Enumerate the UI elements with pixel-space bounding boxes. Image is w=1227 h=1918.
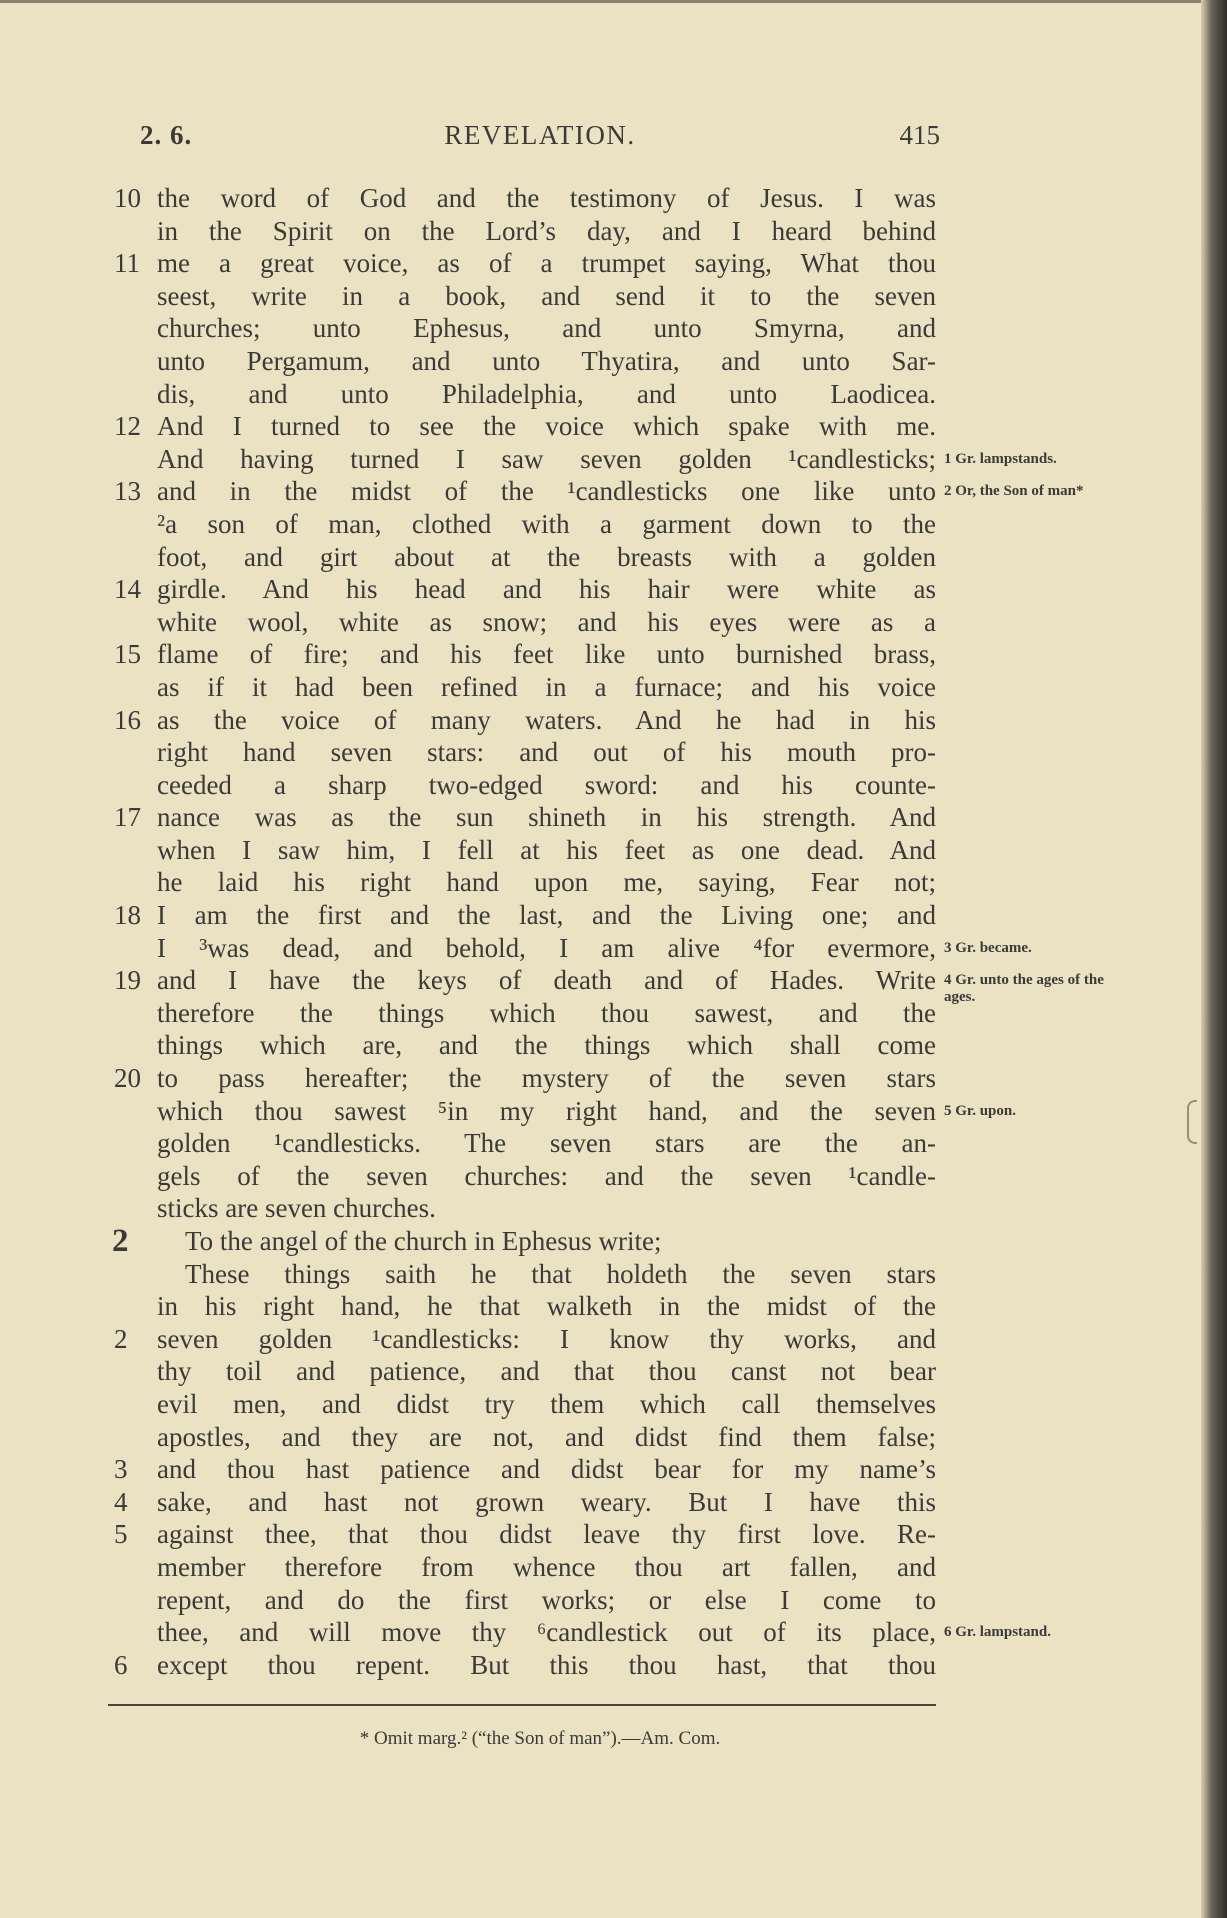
text-line	[0, 1127, 1227, 1160]
verse-number: 5	[114, 1519, 128, 1550]
scripture-text	[0, 182, 1227, 1681]
text-line	[0, 899, 1227, 932]
line-text: in the Spirit on the Lord’s day, and I heard behind	[157, 215, 936, 246]
text-line	[0, 378, 1227, 411]
line-text: thy toil and patience, and that thou canst not bear	[157, 1356, 936, 1387]
verse-number: 14	[114, 574, 141, 605]
verse-number: 18	[114, 900, 141, 931]
text-line	[0, 1029, 1227, 1062]
text-line	[0, 312, 1227, 345]
line-text: girdle. And his head and his hair were white as	[157, 574, 936, 605]
margin-note: 2 Or, the Son of man*	[944, 483, 1084, 500]
text-line	[0, 1649, 1227, 1682]
text-line	[0, 1323, 1227, 1356]
line-text: ²a son of man, clothed with a garment down to the	[157, 508, 936, 539]
line-text: unto Pergamum, and unto Thyatira, and unto Sar-	[157, 345, 936, 376]
line-text: foot, and girt about at the breasts with a golden	[157, 541, 936, 572]
line-text: seest, write in a book, and send it to the seven	[157, 280, 936, 311]
verse-number: 13	[114, 476, 141, 507]
text-line	[0, 638, 1227, 671]
line-text: in his right hand, he that walketh in the midst of the	[157, 1291, 936, 1322]
text-line	[0, 736, 1227, 769]
text-line	[0, 443, 1227, 476]
line-text: to pass hereafter; the mystery of the seven stars	[157, 1063, 936, 1094]
line-text: apostles, and they are not, and didst find them false;	[157, 1421, 936, 1452]
verse-number: 2	[114, 1323, 128, 1354]
text-line	[0, 573, 1227, 606]
text-line	[0, 1616, 1227, 1649]
line-text: sticks are seven churches.	[157, 1193, 436, 1224]
verse-number: 17	[114, 802, 141, 833]
margin-note: 1 Gr. lampstands.	[944, 450, 1057, 467]
text-line	[0, 345, 1227, 378]
verse-number: 10	[114, 183, 141, 213]
text-line	[0, 606, 1227, 639]
running-header	[140, 120, 940, 160]
chapter-verse-reference: 2. 6.	[140, 120, 193, 150]
line-text: gels of the seven churches: and the seven ¹candle-	[157, 1160, 936, 1191]
line-text: except thou repent. But this thou hast, that thou	[157, 1649, 936, 1680]
text-line	[0, 215, 1227, 248]
line-text: as the voice of many waters. And he had in his	[157, 704, 936, 735]
verse-number: 16	[114, 704, 141, 735]
text-line	[0, 997, 1227, 1030]
line-text: and I have the keys of death and of Hades. Write	[157, 965, 936, 996]
text-line	[0, 704, 1227, 737]
line-text: And having turned I saw seven golden ¹candlesticks;	[157, 443, 936, 474]
line-text: the word of God and the testimony of Jesus. I was	[157, 183, 936, 213]
text-line	[0, 1355, 1227, 1388]
line-text: To the angel of the church in Ephesus write;	[185, 1226, 662, 1256]
text-line	[0, 834, 1227, 867]
line-text: sake, and hast not grown weary. But I have this	[157, 1486, 936, 1517]
verse-number: 12	[114, 411, 141, 442]
line-text: thee, and will move thy ⁶candlestick out of its place,	[157, 1617, 936, 1648]
text-line	[0, 1453, 1227, 1486]
text-line	[0, 866, 1227, 899]
text-line	[0, 541, 1227, 574]
margin-note: 4 Gr. unto the ages of the ages.	[944, 972, 1104, 1006]
verse-number: 6	[114, 1649, 128, 1680]
line-text: dis, and unto Philadelphia, and unto Laodicea.	[157, 378, 936, 409]
line-text: member therefore from whence thou art fallen, and	[157, 1551, 936, 1582]
page-top-edge	[0, 0, 1227, 3]
text-line	[0, 932, 1227, 965]
line-text: white wool, white as snow; and his eyes were as a	[157, 606, 936, 637]
line-text: repent, and do the first works; or else I come to	[157, 1584, 936, 1615]
verse-number: 11	[114, 248, 140, 279]
line-text: churches; unto Ephesus, and unto Smyrna, and	[157, 313, 936, 344]
line-text: as if it had been refined in a furnace; and his voice	[157, 671, 936, 702]
text-line	[0, 801, 1227, 834]
line-text: when I saw him, I fell at his feet as one dead. And	[157, 834, 936, 865]
line-text: ceeded a sharp two-edged sword: and his counte-	[157, 769, 936, 800]
text-line	[0, 475, 1227, 508]
text-line	[0, 1225, 1227, 1258]
text-line	[0, 1584, 1227, 1617]
line-text: flame of fire; and his feet like unto burnished brass,	[157, 639, 936, 670]
text-line	[0, 671, 1227, 704]
text-line	[0, 1388, 1227, 1421]
text-line	[0, 1518, 1227, 1551]
line-text: I am the first and the last, and the Living one; and	[157, 900, 936, 931]
line-text: And I turned to see the voice which spake with me.	[157, 411, 936, 442]
line-text: which thou sawest ⁵in my right hand, and the seven	[157, 1095, 936, 1126]
text-line	[0, 1421, 1227, 1454]
text-line	[0, 280, 1227, 313]
text-line	[0, 1192, 1227, 1225]
book-title: REVELATION.	[444, 120, 636, 150]
footnote-rule	[108, 1704, 936, 1706]
line-text: nance was as the sun shineth in his strength. And	[157, 802, 936, 833]
text-line	[0, 247, 1227, 280]
margin-note: 3 Gr. became.	[944, 939, 1032, 956]
text-line	[0, 1258, 1227, 1291]
text-line	[0, 410, 1227, 443]
margin-note: 5 Gr. upon.	[944, 1102, 1016, 1119]
line-text: and thou hast patience and didst bear for my name’s	[157, 1454, 936, 1485]
verse-number: 15	[114, 639, 141, 670]
verse-number: 19	[114, 965, 141, 996]
text-line	[0, 1551, 1227, 1584]
chapter-number: 2	[112, 1223, 129, 1259]
text-line	[0, 1160, 1227, 1193]
line-text: seven golden ¹candlesticks: I know thy works, and	[157, 1323, 936, 1354]
line-text: and in the midst of the ¹candlesticks one like unto	[157, 476, 936, 507]
text-line	[0, 964, 1227, 1006]
line-text: These things saith he that holdeth the seven stars	[185, 1258, 936, 1289]
line-text: things which are, and the things which shall come	[157, 1030, 936, 1061]
line-text: he laid his right hand upon me, saying, Fear not;	[157, 867, 936, 898]
text-line	[0, 1062, 1227, 1095]
line-text: therefore the things which thou sawest, and the	[157, 997, 936, 1028]
margin-note: 6 Gr. lampstand.	[944, 1624, 1051, 1641]
line-text: me a great voice, as of a trumpet saying, What thou	[157, 248, 936, 279]
page-number: 415	[899, 120, 940, 150]
footnote: * Omit marg.² (“the Son of man”).—Am. Com.	[359, 1728, 721, 1749]
line-text: against thee, that thou didst leave thy first love. Re-	[157, 1519, 936, 1550]
verse-number: 4	[114, 1486, 128, 1517]
text-line	[0, 1486, 1227, 1519]
line-text: right hand seven stars: and out of his mouth pro-	[157, 737, 936, 768]
text-line	[0, 508, 1227, 541]
line-text: evil men, and didst try them which call themselves	[157, 1388, 936, 1419]
text-line	[0, 1290, 1227, 1323]
text-line	[0, 182, 1227, 215]
text-line	[0, 1095, 1227, 1128]
line-text: I ³was dead, and behold, I am alive ⁴for evermore,	[157, 932, 936, 963]
line-text: golden ¹candlesticks. The seven stars are the an-	[157, 1128, 936, 1159]
verse-number: 20	[114, 1063, 141, 1094]
verse-number: 3	[114, 1454, 128, 1485]
text-line	[0, 769, 1227, 802]
